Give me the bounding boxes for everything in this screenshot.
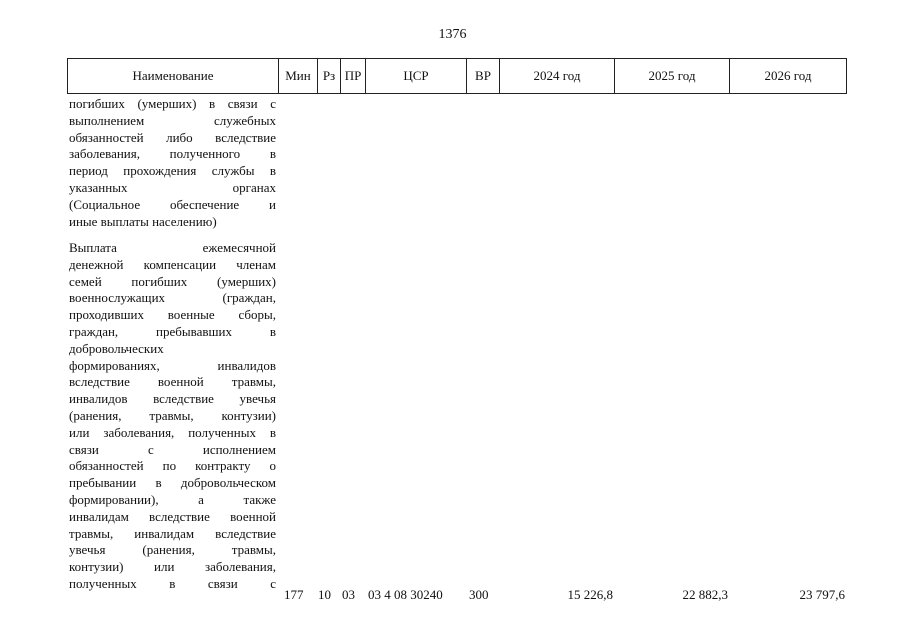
text-line: выполнением служебных xyxy=(69,112,276,128)
cell-2024: 15 226,8 xyxy=(567,587,613,602)
cell-csr: 03 4 08 30240 xyxy=(368,587,443,602)
text-line: военнослужащих (граждан, xyxy=(69,290,276,306)
header-pr: ПР xyxy=(341,59,366,94)
text-line: формировании), а также xyxy=(69,491,276,507)
text-line: связи с исполнением xyxy=(69,441,276,457)
header-2026: 2026 год xyxy=(730,59,847,94)
text-line: заболевания, полученного в xyxy=(69,146,276,162)
header-vr: ВР xyxy=(467,59,500,94)
text-line: контузии) или заболевания, xyxy=(69,559,276,575)
cell-vr: 300 xyxy=(469,587,489,602)
text-line: Выплата ежемесячной xyxy=(69,240,276,255)
text-line: вследствие военной травмы, xyxy=(69,374,276,390)
header-2025: 2025 год xyxy=(615,59,730,94)
text-line: увечья (ранения, травмы, xyxy=(69,542,276,558)
cell-min: 177 xyxy=(284,587,304,602)
text-line: инвалидам вследствие военной xyxy=(69,508,276,524)
text-line: формированиях, инвалидов xyxy=(69,357,276,373)
text-line: пребывании в добровольческом xyxy=(69,475,276,491)
text-line: денежной компенсации членам xyxy=(69,256,276,272)
text-line: погибших (умерших) в связи с xyxy=(69,96,276,111)
header-csr: ЦСР xyxy=(366,59,467,94)
text-line: добровольческих xyxy=(69,340,164,356)
text-line: иные выплаты населению) xyxy=(69,213,217,229)
text-line: проходивших военные сборы, xyxy=(69,307,276,323)
text-line: период прохождения службы в xyxy=(69,163,276,179)
text-line: обязанностей по контракту о xyxy=(69,458,276,474)
continuation-text xyxy=(69,96,276,230)
text-line: (ранения, травмы, контузии) xyxy=(69,407,276,423)
cell-2025: 22 882,3 xyxy=(682,587,728,602)
cell-rz: 10 xyxy=(318,587,331,602)
text-line: полученных в связи с xyxy=(69,575,276,591)
header-2024: 2024 год xyxy=(500,59,615,94)
header-rz: Рз xyxy=(318,59,341,94)
cell-pr: 03 xyxy=(342,587,355,602)
cell-2026: 23 797,6 xyxy=(799,587,845,602)
text-line: семей погибших (умерших) xyxy=(69,273,276,289)
text-line: травмы, инвалидам вследствие xyxy=(69,525,276,541)
text-line: обязанностей либо вследствие xyxy=(69,129,276,145)
item-name-text xyxy=(69,240,276,593)
text-line: инвалидов вследствие увечья xyxy=(69,391,276,407)
text-line: граждан, пребывавших в xyxy=(69,323,276,339)
table-header xyxy=(67,58,847,94)
header-name: Наименование xyxy=(68,59,279,94)
text-line: (Социальное обеспечение и xyxy=(69,196,276,212)
text-line: или заболевания, полученных в xyxy=(69,424,276,440)
header-min: Мин xyxy=(279,59,318,94)
text-line: указанных органах xyxy=(69,179,276,195)
page-number: 1376 xyxy=(438,27,467,42)
